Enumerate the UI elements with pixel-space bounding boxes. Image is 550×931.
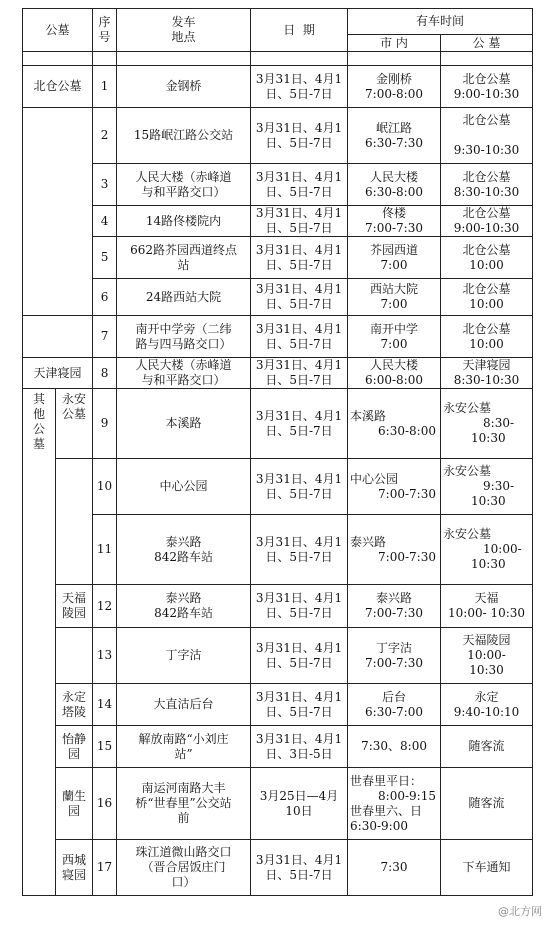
cemetery-time-line: 9:30-	[483, 479, 515, 493]
row-seq: 10	[93, 459, 117, 515]
header-cemetery-time: 公 墓	[441, 35, 533, 52]
city-time-line: 人民大楼	[370, 169, 419, 184]
group-yongan: 永安 公墓	[56, 389, 93, 459]
spacer-cell	[23, 52, 93, 66]
row-city-time	[348, 628, 441, 684]
row-date: 3月31日、4月1 日、5日-7日	[251, 316, 348, 358]
row-city-time	[348, 206, 441, 237]
city-time-line: 7:30	[380, 860, 408, 874]
cemetery-time-line	[443, 128, 530, 143]
city-time-line: 后台	[382, 689, 407, 704]
cemetery-time-line: 10:00	[469, 336, 504, 351]
city-time-line: 6:30-8:00	[378, 423, 436, 438]
row-city-time	[348, 108, 441, 164]
row-cemetery-time	[441, 389, 533, 459]
cemetery-time-line: 随客流	[468, 796, 505, 810]
cemetery-time-line: 10:00	[469, 257, 504, 272]
city-time-line: 7:00	[380, 257, 408, 272]
spacer-cell	[251, 52, 348, 66]
row-seq: 4	[93, 206, 117, 237]
row-seq: 16	[93, 768, 117, 840]
row-departure: 14路佟楼院内	[117, 206, 251, 237]
row-date: 3月31日、4月1 日、5日-7日	[251, 206, 348, 237]
row-cemetery-time	[441, 279, 533, 316]
cemetery-time-line: 9:00-10:30	[453, 221, 520, 235]
bus-schedule-table	[22, 8, 533, 896]
watermark: @北方网	[498, 905, 542, 918]
header-time: 有车时间	[348, 9, 533, 35]
row-date: 3月31日、4月1 日、5日-7日	[251, 459, 348, 515]
cemetery-time-line: 天福	[474, 591, 499, 605]
row-city-time	[348, 840, 441, 896]
row-date: 3月31日、4月1 日、5日-7日	[251, 515, 348, 585]
group-xicheng: 西城 寝园	[56, 840, 93, 896]
group-other: 其 他 公 墓	[23, 389, 56, 896]
city-time-line: 7:30、8:00	[361, 739, 427, 753]
city-time-line: 7:00-7:30	[365, 221, 423, 235]
row-cemetery-time	[441, 459, 533, 515]
row-cemetery-time	[441, 515, 533, 585]
city-time-line: 7:00-7:30	[365, 655, 423, 670]
row-date: 3月31日、4月1 日、5日-7日	[251, 684, 348, 726]
row-cemetery-time	[441, 237, 533, 279]
row-city-time	[348, 358, 441, 389]
row-city-time	[348, 515, 441, 585]
row-cemetery-time	[441, 316, 533, 358]
spacer-cell	[117, 52, 251, 66]
row-seq: 5	[93, 237, 117, 279]
city-time-line: 8:00-9:15	[378, 788, 436, 803]
group-blank	[56, 459, 93, 585]
row-departure: 泰兴路 842路车站	[117, 585, 251, 628]
group-beicang: 北仓公墓	[23, 66, 93, 108]
row-date: 3月31日、4月1 日、3日-5日	[251, 726, 348, 768]
row-city-time	[348, 237, 441, 279]
group-tianfu: 天福 陵园	[56, 585, 93, 628]
header-date: 日 期	[251, 9, 348, 52]
row-departure: 丁字沽	[117, 628, 251, 684]
group-yongding: 永定 塔陵	[56, 684, 93, 726]
row-seq: 2	[93, 108, 117, 164]
row-date: 3月25日—4月 10日	[251, 768, 348, 840]
spacer-cell	[441, 52, 533, 66]
city-time-line: 6:30-7:30	[365, 135, 423, 150]
cemetery-time-line: 8:30-	[483, 416, 515, 430]
city-time-line: 本溪路	[350, 408, 387, 423]
cemetery-time-line: 北仓公墓	[462, 71, 511, 86]
cemetery-time-line: 北仓公墓	[462, 282, 511, 296]
cemetery-time-line: 9:00-10:30	[453, 86, 520, 101]
cemetery-time-line: 北仓公墓	[462, 321, 511, 336]
header-seq: 序 号	[93, 9, 117, 52]
row-seq: 13	[93, 628, 117, 684]
row-date: 3月31日、4月1 日、5日-7日	[251, 389, 348, 459]
row-date: 3月31日、4月1 日、5日-7日	[251, 628, 348, 684]
city-time-line: 6:00-8:00	[365, 373, 423, 387]
row-date: 3月31日、4月1 日、5日-7日	[251, 585, 348, 628]
row-cemetery-time	[441, 628, 533, 684]
row-seq: 12	[93, 585, 117, 628]
city-time-line: 世春里平日：	[350, 773, 423, 788]
row-seq: 15	[93, 726, 117, 768]
row-departure: 662路芥园西道终点 站	[117, 237, 251, 279]
cemetery-time-line: 永定	[474, 689, 499, 704]
row-city-time	[348, 164, 441, 206]
city-time-line: 6:30-9:00	[350, 818, 408, 833]
cemetery-time-line: 8:30-10:30	[453, 373, 520, 387]
row-date: 3月31日、4月1 日、5日-7日	[251, 279, 348, 316]
row-seq: 1	[93, 66, 117, 108]
city-time-line: 7:00	[380, 336, 408, 351]
row-departure: 南运河南路大丰 桥“世春里”公交站 前	[117, 768, 251, 840]
cemetery-time-line: 10:30	[469, 663, 504, 677]
cemetery-time-line: 8:30-10:30	[453, 184, 520, 199]
group-lansheng: 蘭生 园	[56, 768, 93, 840]
group-blank	[23, 108, 93, 316]
city-time-line: 芥园西道	[370, 242, 419, 257]
group-yijing: 怡静 园	[56, 726, 93, 768]
row-cemetery-time	[441, 358, 533, 389]
row-seq: 9	[93, 389, 117, 459]
cemetery-time-line: 10:00	[469, 297, 504, 311]
row-cemetery-time	[441, 768, 533, 840]
cemetery-time-line: 永安公墓	[443, 527, 492, 541]
row-cemetery-time	[441, 840, 533, 896]
row-departure: 中心公园	[117, 459, 251, 515]
cemetery-time-line: 北仓公墓	[462, 169, 511, 184]
row-departure: 珠江道微山路交口 （晋合居饭庄门 口）	[117, 840, 251, 896]
row-date: 3月31日、4月1 日、5日-7日	[251, 358, 348, 389]
city-time-line: 南开中学	[370, 321, 419, 336]
cemetery-time-line: 天福陵园	[462, 633, 511, 647]
group-blank	[23, 316, 93, 358]
cemetery-time-line: 北仓公墓	[462, 242, 511, 257]
row-departure: 24路西站大院	[117, 279, 251, 316]
city-time-line: 7:00-7:30	[365, 606, 423, 620]
city-time-line: 7:00	[380, 297, 408, 311]
city-time-line: 泰兴路	[350, 534, 387, 549]
row-date: 3月31日、4月1 日、5日-7日	[251, 108, 348, 164]
row-departure: 泰兴路 842路车站	[117, 515, 251, 585]
row-date: 3月31日、4月1 日、5日-7日	[251, 840, 348, 896]
row-city-time	[348, 279, 441, 316]
row-departure: 人民大楼（赤峰道 与和平路交口）	[117, 164, 251, 206]
row-city-time	[348, 316, 441, 358]
row-seq: 14	[93, 684, 117, 726]
city-time-line: 丁字沽	[376, 640, 413, 655]
row-departure: 本溪路	[117, 389, 251, 459]
cemetery-time-line: 10:30	[471, 431, 506, 445]
row-seq: 11	[93, 515, 117, 585]
city-time-line: 岷江路	[376, 120, 413, 135]
header-city: 市 内	[348, 35, 441, 52]
row-city-time	[348, 459, 441, 515]
cemetery-time-line: 10:00-	[483, 542, 522, 556]
row-date: 3月31日、4月1 日、5日-7日	[251, 164, 348, 206]
city-time-line: 中心公园	[350, 471, 399, 486]
row-cemetery-time	[441, 684, 533, 726]
row-city-time	[348, 684, 441, 726]
row-departure: 人民大楼（赤峰道 与和平路交口）	[117, 358, 251, 389]
row-city-time	[348, 768, 441, 840]
cemetery-time-line: 下车通知	[462, 860, 511, 874]
row-departure: 解放南路“小刘庄 站”	[117, 726, 251, 768]
row-cemetery-time	[441, 206, 533, 237]
city-time-line: 7:00-7:30	[378, 486, 436, 501]
spacer-cell	[348, 52, 441, 66]
row-cemetery-time	[441, 585, 533, 628]
city-time-line: 佟楼	[382, 206, 407, 220]
row-city-time	[348, 726, 441, 768]
cemetery-time-line: 10:30	[471, 557, 506, 571]
row-seq: 7	[93, 316, 117, 358]
row-departure: 南开中学旁（二纬 路与四马路交口）	[117, 316, 251, 358]
cemetery-time-line: 永安公墓	[443, 464, 492, 478]
row-city-time	[348, 389, 441, 459]
group-tianjin: 天津寝园	[23, 358, 93, 389]
cemetery-time-line: 10:00- 10:30	[448, 606, 526, 620]
row-date: 3月31日、4月1 日、5日-7日	[251, 237, 348, 279]
cemetery-time-line: 9:30-10:30	[453, 143, 520, 157]
city-time-line: 7:00-8:00	[365, 86, 423, 101]
city-time-line: 西站大院	[370, 282, 419, 296]
city-time-line: 6:30-8:00	[365, 184, 423, 199]
cemetery-time-line: 随客流	[468, 739, 505, 753]
cemetery-time-line: 天津寝园	[462, 358, 511, 372]
cemetery-time-line: 北仓公墓	[462, 113, 511, 127]
cemetery-time-line: 10:30	[471, 494, 506, 508]
row-seq: 17	[93, 840, 117, 896]
row-departure: 金钢桥	[117, 66, 251, 108]
row-departure: 大直沽后台	[117, 684, 251, 726]
row-departure: 15路岷江路公交站	[117, 108, 251, 164]
header-cemetery: 公墓	[23, 9, 93, 52]
header-departure: 发车 地点	[117, 9, 251, 52]
city-time-line: 泰兴路	[376, 591, 413, 605]
city-time-line: 6:30-7:00	[365, 704, 423, 719]
row-date: 3月31日、4月1 日、5日-7日	[251, 66, 348, 108]
city-time-line: 世春里六、日	[350, 803, 423, 818]
cemetery-time-line: 9:40-10:10	[453, 704, 520, 719]
row-cemetery-time	[441, 66, 533, 108]
row-seq: 3	[93, 164, 117, 206]
cemetery-time-line: 永安公墓	[443, 401, 492, 415]
row-seq: 6	[93, 279, 117, 316]
city-time-line: 人民大楼	[370, 358, 419, 372]
group-blank	[56, 628, 93, 684]
row-seq: 8	[93, 358, 117, 389]
row-cemetery-time	[441, 164, 533, 206]
cemetery-time-line: 北仓公墓	[462, 206, 511, 220]
row-city-time	[348, 66, 441, 108]
row-city-time	[348, 585, 441, 628]
city-time-line: 金刚桥	[376, 71, 413, 86]
cemetery-time-line: 10:00-	[467, 648, 506, 662]
spacer-cell	[93, 52, 117, 66]
city-time-line: 7:00-7:30	[378, 549, 436, 564]
row-cemetery-time	[441, 108, 533, 164]
row-cemetery-time	[441, 726, 533, 768]
